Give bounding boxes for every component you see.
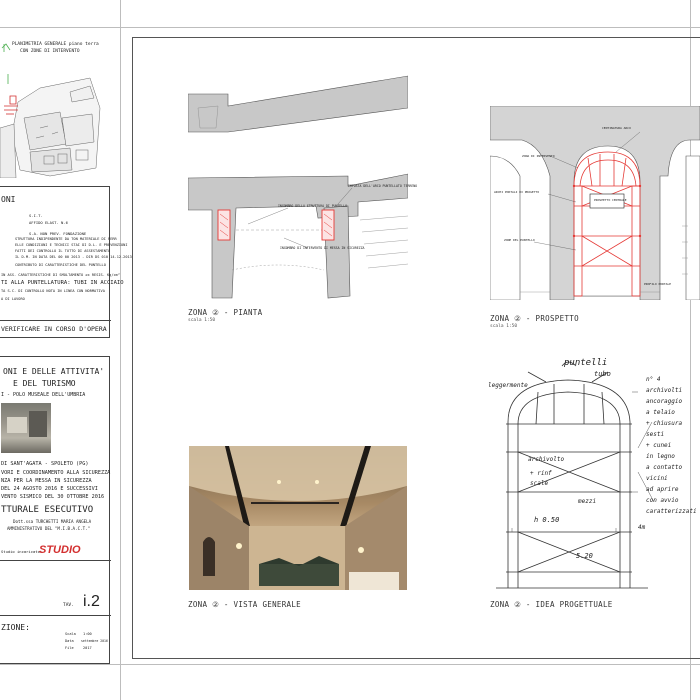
file-value: 2017 (83, 646, 92, 650)
elevation-label: PROSPETTO CENTRALE (594, 198, 627, 202)
description-label: ZIONE: (1, 623, 30, 632)
sketch-dimension: h 0.50 (534, 516, 560, 524)
elevation-scale: scala 1:50 (490, 324, 518, 329)
title-divider-2 (0, 615, 111, 616)
work-line: DEL 24 AGOSTO 2016 E SUCCESSIVI (1, 486, 98, 492)
notes-line: TA S.C. DI CONTROLLO NOTA IN LINEA CON NORMATIVA (1, 289, 105, 293)
sketch-dimension: 5.20 (576, 552, 593, 560)
studio-logo: STUDIO (39, 544, 81, 556)
notes-heading: ONI (1, 195, 16, 204)
sketch-right-note: sesti (646, 431, 665, 438)
sketch-right-note: archivolti (646, 387, 683, 394)
design-label: Studio incaricato: (1, 549, 43, 554)
work-line: VORI E COORDINAMENTO ALLA SICUREZZA (1, 470, 111, 476)
vista-photo (189, 446, 407, 590)
plan-caption: ZONA ② - PIANTA (188, 308, 263, 317)
scale-label: Scala (65, 632, 76, 636)
elevation-label: CENTINATURA ARCO (602, 126, 631, 130)
sketch-right-note: n° 4 (646, 376, 661, 383)
elevation-view (490, 106, 700, 300)
polo-museale: I - POLO MUSEALE DELL'UMBRIA (1, 392, 86, 398)
sketch-note: + rinf (530, 470, 552, 477)
plan-label: IMPOSTA DELL'ARCO PUNTELLATO TERRENO (348, 184, 418, 188)
sketch-note: 4m (638, 524, 646, 531)
notes-line: ELLE CONDIZIONI E TECNICI STAI DI D.L. E PREVENZIONI (15, 243, 128, 247)
photo-caption: ZONA ② - VISTA GENERALE (188, 600, 301, 609)
title-block (0, 356, 110, 664)
elevation-caption: ZONA ② - PROSPETTO (490, 314, 579, 323)
elevation-label: PROFILO PORTALE (644, 282, 672, 286)
vista-photo-image (189, 446, 407, 590)
plan-label: INGOMBRO DELLA STRUTTURA DI PUNTELLO (278, 204, 348, 208)
file-label: File (65, 646, 74, 650)
sheet-label: TAV. (63, 603, 74, 608)
plan-label: INGOMBRO DI INTERVENTO DI MESSA IN SICUREZZA (280, 246, 365, 250)
sketch-note: scale (530, 480, 549, 487)
sketch-caption: ZONA ② - IDEA PROGETTUALE (490, 600, 613, 609)
notes-line: S.I.T. (29, 213, 43, 218)
sketch-right-note: in legno (646, 453, 675, 460)
project-type: TTURALE ESECUTIVO (1, 505, 94, 515)
elevation-drawing (490, 106, 700, 300)
sketch-note: archivolto (528, 456, 565, 463)
plan-scale: scala 1:50 (188, 318, 216, 323)
sketch-note: tubo (594, 370, 611, 378)
plan-view (188, 70, 418, 300)
notes-line: S.A. NON PREV. FONDAZIONE (29, 231, 87, 236)
sketch-right-note: con avvio (646, 497, 679, 504)
rup-line-2: AMMINISTRATIVO DEL "M.I.B.A.C.T." (7, 526, 91, 531)
notes-line: IL D.M. IN DATA DEL 00 00 2013 - DIR DS 010 14.12.2013 (15, 255, 132, 259)
notes-line: STRUTTURA INDIPENDENTE DA TON MATERIALE DI FERR (15, 237, 117, 241)
notes-divider (0, 320, 111, 321)
notes-line: TI ALLA PUNTELLATURA: TUBI IN ACCIAIO (1, 280, 124, 286)
notes-line: A DI LAVORO (1, 297, 25, 301)
location: DI SANT'AGATA - SPOLETO (PG) (1, 461, 89, 467)
work-line: VENTO SISMICO DEL 30 OTTOBRE 2016 (1, 494, 105, 500)
sketch-right-note: caratterizzati (646, 508, 697, 515)
sheet-number: i.2 (83, 593, 100, 610)
sketch-note: mezzi (578, 498, 597, 505)
sketch-right-note: a telaio (646, 409, 675, 416)
sheet-top-line (0, 27, 700, 28)
notes-line: IN ASS. CARATTERISTICHE DI SMOLTAMENTO ≥x RESIS. Kg/cm² (1, 273, 120, 277)
elevation-label: ZONA DI INTERVENTO (522, 154, 555, 158)
sketch-right-note: + cunei (646, 442, 672, 449)
ministry-line-1: ONI E DELLE ATTIVITA' (3, 367, 105, 376)
elevation-label: ZONE DEL PUNTELLO (504, 238, 535, 242)
notes-footer: VERIFICARE IN CORSO D'OPERA (1, 325, 107, 333)
sketch-note: puntelli (564, 358, 608, 368)
sketch-note: leggermente (488, 382, 528, 389)
notes-line: FATTI DEI CONTROLLO IL TUTTO DI ASSESTAMENTO (15, 249, 111, 253)
elevation-label: ARCHI PORTALI DI PROGETTO (494, 190, 540, 194)
rup-line-1: Dott.ssa TURCHETTI MARIA ANGELA (13, 519, 92, 524)
site-plan (0, 38, 110, 178)
notes-line: AFFIDO ELAST. N.6 (29, 220, 68, 225)
concept-sketch (488, 352, 698, 592)
sketch-right-note: + chiusura (646, 420, 683, 427)
sketch-right-note: a contatto (646, 464, 683, 471)
ministry-line-2: E DEL TURISMO (13, 379, 76, 388)
work-line: NZA PER LA MESSA IN SICUREZZA (1, 478, 92, 484)
notes-line: CONTRIBUTO DI CARATTERISTICHE DEL PUNTELLO (15, 263, 106, 267)
sketch-right-note: vicini (646, 475, 668, 482)
sketch-right-note: ancoraggio (646, 398, 683, 405)
sheet-bottom-line (0, 664, 700, 665)
building-thumbnail (1, 403, 51, 453)
title-divider (0, 560, 111, 561)
date-value: settembre 2016 (81, 639, 108, 643)
scale-value: 1:00 (83, 632, 92, 636)
site-plan-drawing (0, 38, 110, 178)
sheet-left-line (120, 0, 121, 700)
site-plan-title: PLANIMETRIA GENERALE piano terra (12, 42, 99, 47)
site-plan-subtitle: CON ZONE DI INTERVENTO (20, 49, 80, 54)
date-label: Data (65, 639, 74, 643)
sketch-right-note: ad aprire (646, 486, 679, 493)
notes-box (0, 186, 132, 338)
